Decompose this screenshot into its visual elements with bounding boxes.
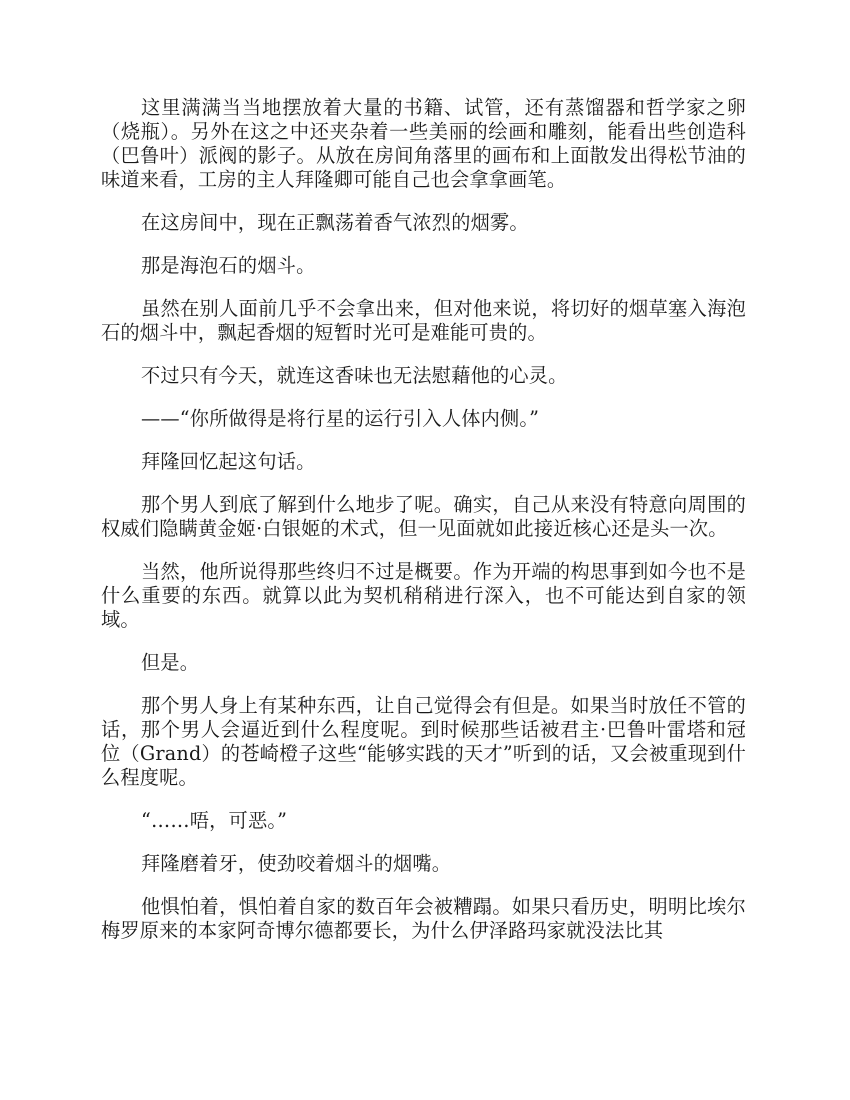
- paragraph-10: 但是。: [141, 651, 200, 674]
- paragraph-12: “……唔，可恶。”: [141, 809, 288, 832]
- paragraph-9: 当然，他所说得那些终归不过是概要。作为开端的构思事到如今也不是什么重要的东西。就算以此为契机稍稍进行深入，也不可能达到自家的领域。: [101, 560, 746, 631]
- paragraph-5: 不过只有今天，就连这香味也无法慰藉他的心灵。: [141, 364, 568, 387]
- document-page: [101, 96, 746, 962]
- paragraph-4: 虽然在别人面前几乎不会拿出来，但对他来说，将切好的烟草塞入海泡石的烟斗中，飘起香烟的短暂时光可是难能可贵的。: [101, 297, 746, 344]
- paragraph-14: 他惧怕着，惧怕着自家的数百年会被糟蹋。如果只看历史，明明比埃尔梅罗原来的本家阿奇博尔德都要长，为什么伊泽路玛家就没法比其: [101, 895, 746, 942]
- paragraph-8: 那个男人到底了解到什么地步了呢。确实，自己从来没有特意向周围的权威们隐瞒黄金姬·白银姬的术式，但一见面就如此接近核心还是头一次。: [101, 493, 746, 540]
- paragraph-13: 拜隆磨着牙，使劲咬着烟斗的烟嘴。: [141, 852, 452, 875]
- paragraph-3: 那是海泡石的烟斗。: [141, 254, 316, 277]
- paragraph-11: 那个男人身上有某种东西，让自己觉得会有但是。如果当时放任不管的话，那个男人会逼近到什么程度呢。到时候那些话被君主·巴鲁叶雷塔和冠位（Grand）的苍崎橙子这些“能够实践的天才”听到的话，又会被重现到什么程度呢。: [101, 694, 746, 789]
- paragraph-6: ——“你所做得是将行星的运行引入人体内侧。”: [141, 407, 540, 430]
- paragraph-2: 在这房间中，现在正飘荡着香气浓烈的烟雾。: [141, 211, 529, 234]
- paragraph-7: 拜隆回忆起这句话。: [141, 450, 316, 473]
- paragraph-1: 这里满满当当地摆放着大量的书籍、试管，还有蒸馏器和哲学家之卵（烧瓶）。另外在这之中还夹杂着一些美丽的绘画和雕刻，能看出些创造科（巴鲁叶）派阀的影子。从放在房间角落里的画布和上面散发出得松节油的味道来看，工房的主人拜隆卿可能自己也会拿拿画笔。: [101, 96, 746, 191]
